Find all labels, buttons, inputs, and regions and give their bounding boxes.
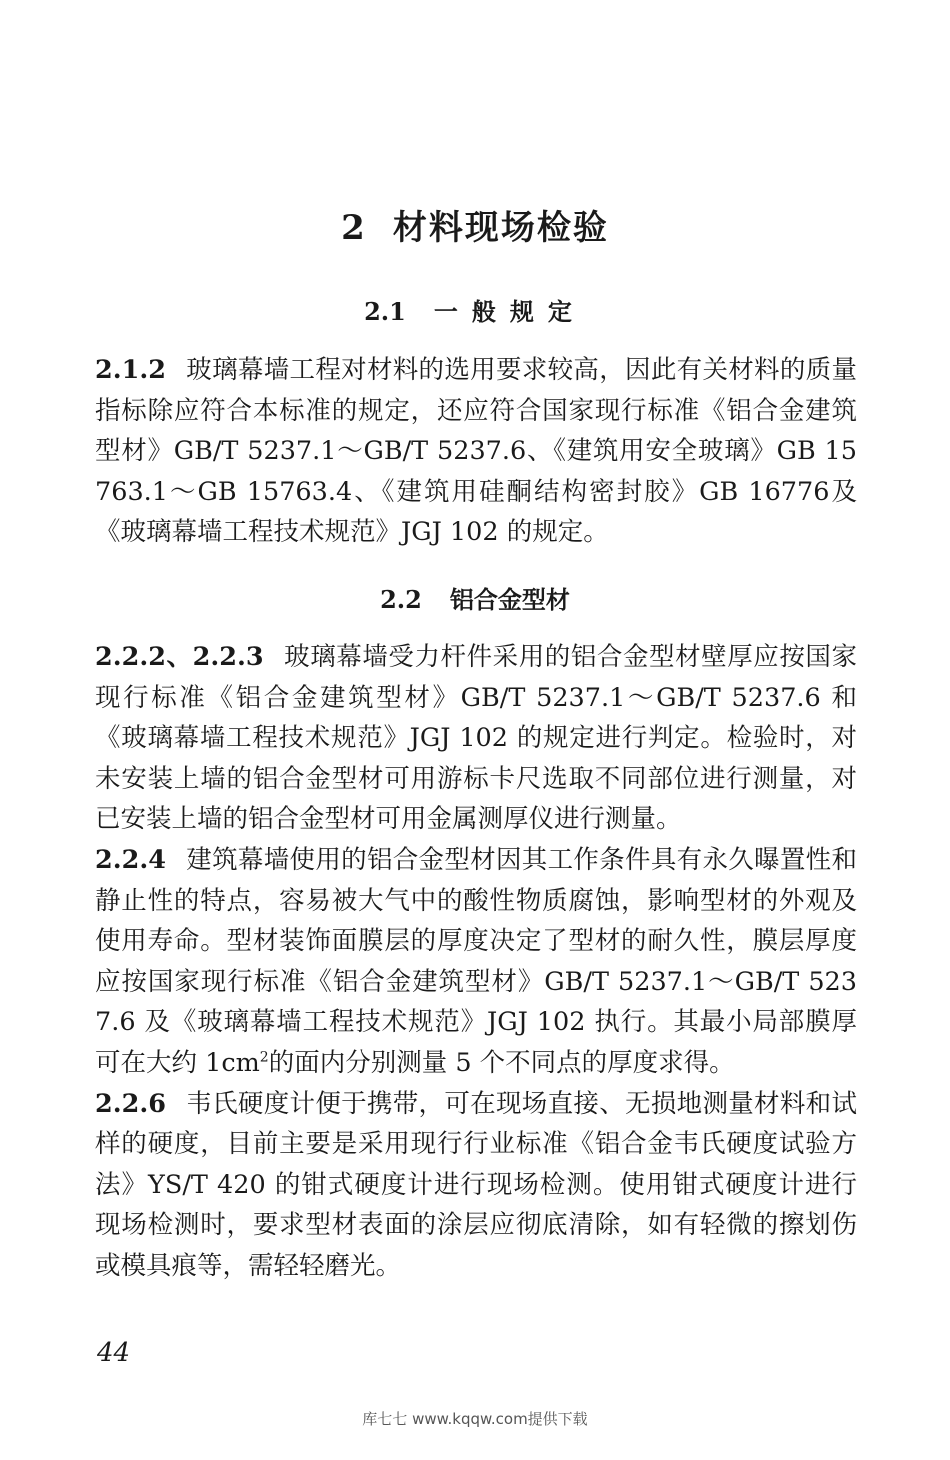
superscript-unit: 2 xyxy=(259,1049,269,1066)
page-number: 44 xyxy=(97,1338,131,1368)
clause-text: 韦氏硬度计便于携带，可在现场直接、无损地测量材料和试样的硬度，目前主要是采用现行行业标准《铝合金韦氏硬度试验方法》YS/T 420 的钳式硬度计进行现场检测。使用钳式硬度计进行现场检测时，要求型材表面的涂层应彻底清除，如有轻微的擦划伤或模具痕等，需轻轻磨光。 xyxy=(95,1088,857,1281)
clause-2-2-2 xyxy=(95,637,857,840)
clause-text: 玻璃幕墙工程对材料的选用要求较高，因此有关材料的质量指标除应符合本标准的规定，还应符合国家现行标准《铝合金建筑型材》GB/T 5237.1～GB/T 5237.6、《建筑用安全玻璃》GB 15763.1～GB 15763.4、《建筑用硅酮结构密封胶》GB 16776及《玻璃幕墙工程技术规范》JGJ 102 的规定。 xyxy=(95,355,857,548)
clause-text: 建筑幕墙使用的铝合金型材因其工作条件具有永久曝置性和静止性的特点，容易被大气中的酸性物质腐蚀，影响型材的外观及使用寿命。型材装饰面膜层的厚度决定了型材的耐久性，膜层厚度应按国家现行标准《铝合金建筑型材》GB/T 5237.1～GB/T 5237.6 及《玻璃幕墙工程技术规范》JGJ 102 执行。其最小局部膜厚可在大约 1cm xyxy=(95,844,857,1078)
clause-2-2-6 xyxy=(95,1084,857,1287)
section-title-2-1 xyxy=(0,292,950,327)
watermark-text: 库七七 www.kqqw.com提供下载 xyxy=(362,1410,588,1428)
clause-number: 2.2.6 xyxy=(95,1088,166,1119)
clause-2-2-4 xyxy=(95,840,857,1084)
clause-number: 2.2.2、2.2.3 xyxy=(95,642,264,672)
chapter-title-text: 材料现场检验 xyxy=(392,208,609,248)
section-number: 2.1 xyxy=(364,297,406,326)
clause-number: 2.1.2 xyxy=(95,355,166,385)
clause-text-tail: 的面内分别测量 5 个不同点的厚度求得。 xyxy=(268,1047,735,1078)
section-title-text: 铝合金型材 xyxy=(449,586,570,614)
section-number: 2.2 xyxy=(380,585,422,614)
section-2-2-body xyxy=(95,637,857,1287)
clause-2-1-2 xyxy=(95,350,857,553)
section-title-text: 一般规定 xyxy=(433,298,586,326)
clause-number: 2.2.4 xyxy=(95,844,166,875)
section-title-2-2 xyxy=(0,580,950,615)
clause-text: 玻璃幕墙受力杆件采用的铝合金型材壁厚应按国家现行标准《铝合金建筑型材》GB/T 5237.1～GB/T 5237.6 和《玻璃幕墙工程技术规范》JGJ 102 的规定进行判定。检验时，对未安装上墙的铝合金型材可用游标卡尺选取不同部位进行测量，对已安装上墙的铝合金型材可用金属测厚仪进行测量。 xyxy=(95,642,858,835)
chapter-title xyxy=(0,200,950,249)
section-2-1-body xyxy=(95,350,857,553)
chapter-number: 2 xyxy=(341,208,367,248)
